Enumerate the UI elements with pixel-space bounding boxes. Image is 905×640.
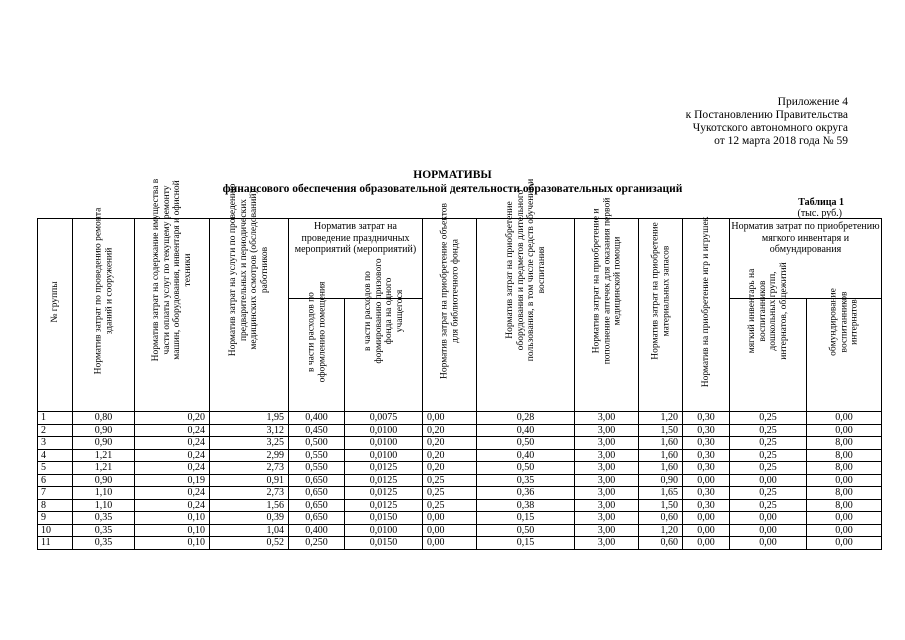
value-cell: 0,50	[477, 462, 575, 475]
group-number-cell: 10	[38, 524, 73, 537]
header-prize-fund: в части расходов по формированию призового фонда на одного учащегося	[345, 299, 423, 412]
value-cell: 0,25	[423, 499, 477, 512]
value-cell: 0,24	[135, 437, 210, 450]
value-cell: 3,00	[575, 437, 639, 450]
value-cell: 0,0150	[345, 537, 423, 550]
appendix-line: от 12 марта 2018 года № 59	[714, 135, 848, 147]
header-games-toys: Норматив на приобретение игр и игрушек	[683, 219, 730, 412]
value-cell: 0,24	[135, 487, 210, 500]
table-row	[38, 437, 882, 450]
value-cell: 0,00	[683, 524, 730, 537]
header-premises-decoration: в части расходов по оформлению помещения	[289, 299, 345, 412]
value-cell: 8,00	[807, 499, 882, 512]
value-cell: 0,91	[210, 474, 289, 487]
value-cell: 0,40	[477, 449, 575, 462]
value-cell: 0,25	[730, 437, 807, 450]
value-cell: 0,25	[423, 487, 477, 500]
value-cell: 0,400	[289, 524, 345, 537]
value-cell: 8,00	[807, 462, 882, 475]
table-row	[38, 499, 882, 512]
value-cell: 0,25	[730, 424, 807, 437]
value-cell: 8,00	[807, 487, 882, 500]
value-cell: 1,56	[210, 499, 289, 512]
value-cell: 0,00	[730, 537, 807, 550]
header-soft-inventory-pupils: мягкий инвентарь на воспитанников дошкольных групп, интернатов, общежитий	[730, 299, 807, 412]
value-cell: 0,60	[639, 512, 683, 525]
value-cell: 0,00	[683, 512, 730, 525]
value-cell: 0,40	[477, 424, 575, 437]
value-cell: 0,25	[730, 412, 807, 425]
value-cell: 0,30	[683, 487, 730, 500]
header-holiday-events: Норматив затрат на проведение праздничных мероприятий (мероприятий)	[289, 219, 423, 299]
value-cell: 0,25	[730, 487, 807, 500]
value-cell: 0,00	[683, 474, 730, 487]
value-cell: 0,650	[289, 512, 345, 525]
group-number-cell: 1	[38, 412, 73, 425]
value-cell: 3,25	[210, 437, 289, 450]
header-uniforms: обмундирование воспитанников интернатов	[807, 299, 882, 412]
appendix-block	[548, 96, 848, 148]
table-row	[38, 424, 882, 437]
value-cell: 1,10	[73, 487, 135, 500]
appendix-line: к Постановлению Правительства	[685, 109, 848, 121]
value-cell: 0,25	[730, 449, 807, 462]
table-row	[38, 412, 882, 425]
value-cell: 0,50	[477, 524, 575, 537]
value-cell: 2,73	[210, 462, 289, 475]
value-cell: 0,90	[639, 474, 683, 487]
value-cell: 0,28	[477, 412, 575, 425]
value-cell: 0,35	[73, 524, 135, 537]
value-cell: 3,00	[575, 412, 639, 425]
value-cell: 0,15	[477, 512, 575, 525]
value-cell: 0,00	[730, 474, 807, 487]
value-cell: 0,450	[289, 424, 345, 437]
value-cell: 0,60	[639, 537, 683, 550]
value-cell: 0,00	[683, 537, 730, 550]
value-cell: 0,10	[135, 524, 210, 537]
header-medical-exams: Норматив затрат на услуги по проведению предварительных и периодических медицинских осмотров (обследований) работников	[210, 219, 289, 412]
value-cell: 0,15	[477, 537, 575, 550]
header-equipment-purchase: Норматив затрат на приобретение оборудования и предметов длительного пользования, в том числе средств обучения и воспитания	[477, 219, 575, 412]
value-cell: 0,10	[135, 537, 210, 550]
value-cell: 0,00	[423, 537, 477, 550]
value-cell: 0,550	[289, 449, 345, 462]
header-soft-inventory: Норматив затрат по приобретению мягкого инвентаря и обмундирования	[730, 219, 882, 299]
value-cell: 3,00	[575, 537, 639, 550]
value-cell: 0,0125	[345, 474, 423, 487]
value-cell: 0,00	[730, 524, 807, 537]
table-row	[38, 512, 882, 525]
group-number-cell: 7	[38, 487, 73, 500]
value-cell: 0,0150	[345, 512, 423, 525]
value-cell: 0,650	[289, 487, 345, 500]
value-cell: 3,12	[210, 424, 289, 437]
value-cell: 0,250	[289, 537, 345, 550]
value-cell: 0,80	[73, 412, 135, 425]
header-maintenance-equipment: Норматив затрат на содержание имущества в части оплаты услуг по текущему ремонту машин, оборудования, инвентаря и офисной техники	[135, 219, 210, 412]
value-cell: 2,99	[210, 449, 289, 462]
value-cell: 0,38	[477, 499, 575, 512]
value-cell: 0,500	[289, 437, 345, 450]
title-sub: финансового обеспечения образовательной деятельности образовательных организаций	[222, 183, 683, 195]
value-cell: 0,20	[423, 437, 477, 450]
value-cell: 0,550	[289, 462, 345, 475]
value-cell: 0,400	[289, 412, 345, 425]
value-cell: 0,00	[730, 512, 807, 525]
value-cell: 0,00	[807, 524, 882, 537]
value-cell: 0,90	[73, 437, 135, 450]
value-cell: 1,21	[73, 449, 135, 462]
value-cell: 3,00	[575, 474, 639, 487]
value-cell: 3,00	[575, 462, 639, 475]
value-cell: 0,0125	[345, 487, 423, 500]
value-cell: 0,0100	[345, 524, 423, 537]
header-group-number: № группы	[38, 219, 73, 412]
header-first-aid-kits: Норматив затрат на приобретение и пополнение аптечек для оказания первой медицинской помощи	[575, 219, 639, 412]
table-label: Таблица 1	[798, 197, 844, 208]
value-cell: 0,00	[807, 537, 882, 550]
table-row	[38, 474, 882, 487]
value-cell: 1,50	[639, 499, 683, 512]
value-cell: 1,04	[210, 524, 289, 537]
value-cell: 1,60	[639, 437, 683, 450]
value-cell: 0,30	[683, 424, 730, 437]
value-cell: 0,0100	[345, 437, 423, 450]
value-cell: 0,00	[807, 412, 882, 425]
group-number-cell: 9	[38, 512, 73, 525]
value-cell: 3,00	[575, 487, 639, 500]
value-cell: 0,36	[477, 487, 575, 500]
title-main: НОРМАТИВЫ	[413, 169, 492, 181]
group-number-cell: 8	[38, 499, 73, 512]
group-number-cell: 4	[38, 449, 73, 462]
value-cell: 8,00	[807, 437, 882, 450]
value-cell: 0,20	[423, 462, 477, 475]
value-cell: 0,20	[423, 424, 477, 437]
value-cell: 0,650	[289, 499, 345, 512]
value-cell: 1,50	[639, 424, 683, 437]
value-cell: 0,00	[807, 512, 882, 525]
value-cell: 0,52	[210, 537, 289, 550]
value-cell: 0,00	[423, 412, 477, 425]
value-cell: 0,24	[135, 449, 210, 462]
value-cell: 0,35	[73, 537, 135, 550]
value-cell: 0,00	[807, 474, 882, 487]
value-cell: 1,21	[73, 462, 135, 475]
table-row	[38, 524, 882, 537]
header-material-stocks: Норматив затрат на приобретение материальных запасов	[639, 219, 683, 412]
value-cell: 0,30	[683, 412, 730, 425]
value-cell: 0,25	[730, 462, 807, 475]
value-cell: 0,20	[135, 412, 210, 425]
value-cell: 1,60	[639, 449, 683, 462]
value-cell: 0,50	[477, 437, 575, 450]
value-cell: 0,20	[423, 449, 477, 462]
value-cell: 3,00	[575, 499, 639, 512]
value-cell: 1,65	[639, 487, 683, 500]
value-cell: 1,95	[210, 412, 289, 425]
value-cell: 0,24	[135, 499, 210, 512]
value-cell: 3,00	[575, 424, 639, 437]
value-cell: 3,00	[575, 524, 639, 537]
header-repair-buildings: Норматив затрат по проведению ремонта зданий и сооружений	[73, 219, 135, 412]
norms-table-body	[38, 412, 882, 550]
table-unit: (тыс. руб.)	[797, 208, 842, 219]
value-cell: 0,0125	[345, 462, 423, 475]
group-number-cell: 2	[38, 424, 73, 437]
value-cell: 0,10	[135, 512, 210, 525]
value-cell: 2,73	[210, 487, 289, 500]
table-row	[38, 487, 882, 500]
value-cell: 0,35	[477, 474, 575, 487]
table-row	[38, 462, 882, 475]
value-cell: 0,24	[135, 462, 210, 475]
group-number-cell: 5	[38, 462, 73, 475]
value-cell: 0,00	[423, 512, 477, 525]
value-cell: 0,30	[683, 462, 730, 475]
group-number-cell: 6	[38, 474, 73, 487]
value-cell: 0,25	[423, 474, 477, 487]
value-cell: 0,35	[73, 512, 135, 525]
value-cell: 1,20	[639, 524, 683, 537]
document-title	[0, 168, 905, 196]
value-cell: 0,90	[73, 424, 135, 437]
value-cell: 0,0075	[345, 412, 423, 425]
value-cell: 0,19	[135, 474, 210, 487]
value-cell: 0,0100	[345, 424, 423, 437]
value-cell: 0,650	[289, 474, 345, 487]
group-number-cell: 3	[38, 437, 73, 450]
value-cell: 0,30	[683, 499, 730, 512]
value-cell: 0,25	[730, 499, 807, 512]
value-cell: 1,10	[73, 499, 135, 512]
value-cell: 3,00	[575, 512, 639, 525]
value-cell: 0,24	[135, 424, 210, 437]
value-cell: 0,30	[683, 437, 730, 450]
value-cell: 0,90	[73, 474, 135, 487]
value-cell: 0,0100	[345, 449, 423, 462]
value-cell: 1,60	[639, 462, 683, 475]
table-row	[38, 537, 882, 550]
value-cell: 0,30	[683, 449, 730, 462]
appendix-line: Приложение 4	[777, 96, 848, 108]
table-row	[38, 449, 882, 462]
value-cell: 0,00	[807, 424, 882, 437]
appendix-line: Чукотского автономного округа	[692, 122, 848, 134]
value-cell: 3,00	[575, 449, 639, 462]
value-cell: 0,39	[210, 512, 289, 525]
group-number-cell: 11	[38, 537, 73, 550]
header-library-fund: Норматив затрат на приобретение объектов для библиотечного фонда	[423, 219, 477, 412]
value-cell: 1,20	[639, 412, 683, 425]
value-cell: 0,0125	[345, 499, 423, 512]
value-cell: 0,00	[423, 524, 477, 537]
value-cell: 8,00	[807, 449, 882, 462]
